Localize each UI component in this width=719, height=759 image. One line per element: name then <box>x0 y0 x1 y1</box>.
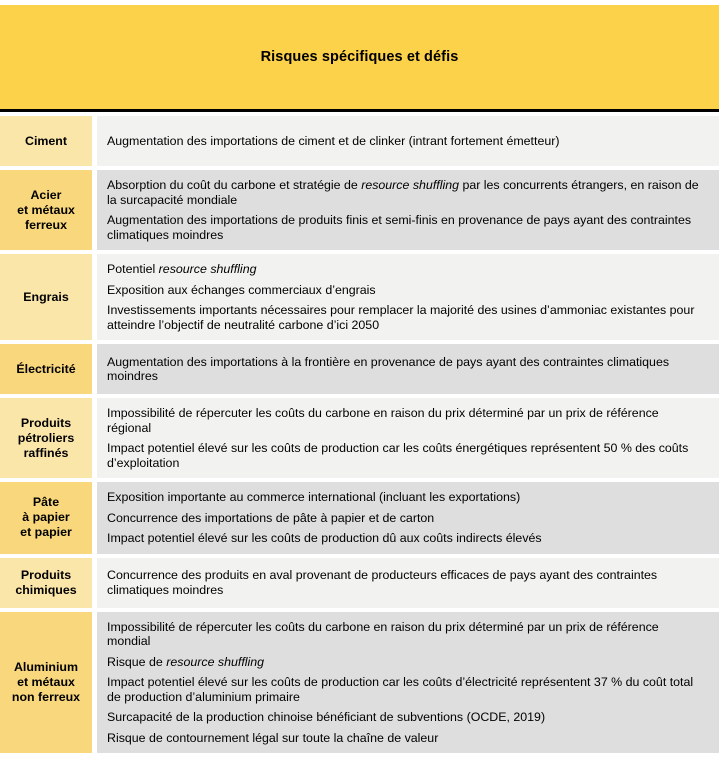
risk-item: Potentiel resource shuffling <box>107 262 257 276</box>
table-header <box>0 5 719 109</box>
table-row <box>0 344 719 394</box>
risk-content-cell <box>97 116 719 166</box>
risk-item: Impact potentiel élevé sur les coûts de production car les coûts d’électricité représentent 37 % du coût total de production d’aluminium primaire <box>107 675 694 704</box>
sector-label-cell <box>0 558 92 608</box>
table-row <box>0 254 719 340</box>
risk-item: Risque de contournement légal sur toute la chaîne de valeur <box>107 730 439 745</box>
sector-label: Produits chimiques <box>15 567 77 597</box>
sector-label: Pâte à papier et papier <box>20 495 72 540</box>
risk-item: Concurrence des importations de pâte à papier et de carton <box>107 510 435 525</box>
header-divider <box>0 109 719 112</box>
sector-label-cell <box>0 116 92 166</box>
table-body <box>0 116 719 753</box>
sector-label-cell <box>0 170 92 250</box>
table-row <box>0 398 719 478</box>
table-row <box>0 170 719 250</box>
sector-label: Aluminium et métaux non ferreux <box>11 659 81 704</box>
sector-label-cell <box>0 612 92 754</box>
sector-label-cell <box>0 482 92 554</box>
risk-content-cell <box>97 254 719 340</box>
risk-item: Augmentation des importations de produits finis et semi-finis en provenance de pays ayant des contraintes climatiques moindres <box>107 213 692 242</box>
risk-item: Risque de resource shuffling <box>107 654 265 669</box>
risk-item: Concurrence des produits en aval provenant de producteurs efficaces de pays ayant des contraintes climatiques moindres <box>107 568 658 597</box>
risk-item: Exposition aux échanges commerciaux d’engrais <box>107 282 376 297</box>
sector-label: Électricité <box>16 361 76 376</box>
sector-label-cell <box>0 344 92 394</box>
risk-item: Impossibilité de répercuter les coûts du carbone en raison du prix déterminé par un prix de référence mondial <box>107 619 659 648</box>
table-row <box>0 558 719 608</box>
risk-content-cell <box>97 344 719 394</box>
risk-item: Impossibilité de répercuter les coûts du carbone en raison du prix déterminé par un prix de référence régional <box>107 406 659 435</box>
sector-label: Produits pétroliers raffinés <box>17 415 75 460</box>
table-row <box>0 482 719 554</box>
table-title: Risques spécifiques et défis <box>260 49 459 65</box>
risk-content-cell <box>97 398 719 478</box>
table-row <box>0 116 719 166</box>
table-row <box>0 612 719 754</box>
sector-label-cell <box>0 398 92 478</box>
risk-item: Impact potentiel élevé sur les coûts de production car les coûts énergétiques représentent 50 % des coûts d’exploitation <box>107 441 689 470</box>
risk-item: Augmentation des importations de ciment et de clinker (intrant fortement émetteur) <box>107 133 560 148</box>
risk-content-cell <box>97 558 719 608</box>
sector-label: Engrais <box>23 289 69 304</box>
risk-item: Investissements importants nécessaires pour remplacer la majorité des usines d’ammoniac existantes pour atteindre l’objectif de neutralité carbone d’ici 2050 <box>107 303 695 332</box>
sector-label: Ciment <box>25 133 67 148</box>
risk-item: Impact potentiel élevé sur les coûts de production dû aux coûts indirects élevés <box>107 531 542 545</box>
risk-content-cell <box>97 170 719 250</box>
sector-label: Acier et métaux ferreux <box>17 187 75 232</box>
sector-label-cell <box>0 254 92 340</box>
risk-content-cell <box>97 482 719 554</box>
risk-item: Exposition importante au commerce international (incluant les exportations) <box>107 490 521 504</box>
risk-item: Absorption du coût du carbone et stratégie de resource shuffling par les concurrents étrangers, en raison de la surcapacité mondiale <box>107 178 699 207</box>
risk-item: Augmentation des importations à la frontière en provenance de pays ayant des contraintes climatiques moindres <box>107 354 670 383</box>
risk-content-cell <box>97 612 719 754</box>
risk-item: Surcapacité de la production chinoise bénéficiant de subventions (OCDE, 2019) <box>107 710 546 724</box>
